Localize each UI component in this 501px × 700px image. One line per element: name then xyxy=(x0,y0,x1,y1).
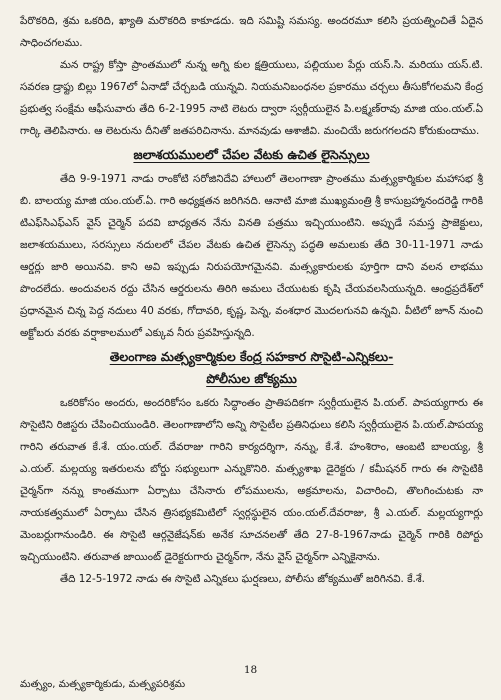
section-heading-society-elections xyxy=(20,346,483,368)
paragraph-elections: తేది 12-5-1972 నాడు ఈ సొసైటి ఎన్నికలు ఘర్షణలు, పోలీసు జోక్యముతో జరిగినవి. కే.శే. xyxy=(60,573,425,585)
paragraph-society: ఒకరికోసం అందరు, అందరికోసం ఒకరు సిద్ధాంతం ప్రాతిపదికగా స్వర్గీయులైన పి.యల్. పాపయ్యగారు ఈ సొసైటిని రిజిస్టరు చేపించియుండిరి. తెలంగాణాలోని అన్ని సొసైటీల ప్రతినిధులు కలిసి స్వర్గీయులైన పి.యల్.పాపయ్య గారిని తరువాత కే.శే. యం.యల్. దేవరాజు గారిని కార్యదర్శిగా, నన్ను, కే.శే. హంశిరాం, ఆంబటి బాలయ్య, శ్రీ ఎ.యల్. మల్లయ్య ఇతరులను బోర్డు సభ్యులుగా ఎన్నుకొనిరి. మత్స్యశాఖ డైరెక్టరు / కమీషనర్ గారు ఈ సొసైటికి చైర్మన్‌గా నన్ను కాంతముగా ఏర్పాటు చేసినారు లోపములను, అక్రమాలను, విచారించి, తొలగించుటకు నా నాయకత్వములో ఏర్పాటు చేసిన త్రిసభ్యకమిటిలో స్వర్గస్థులైన యం.యల్.దేవరాజు, శ్రీ ఎ.యల్. మల్లయ్యగార్లు మెంబర్లుగానుండిరి. ఈ సొసైటి ఆర్గనైజేషన్‌కు అనేక సూచనలతో తేది 27-8-1967నాడు చైర్మెన్ గారికి రిపోర్టు ఇచ్చియుంటిని. తరువాత జాయింట్ డైరెక్టరుగారు చైర్మన్‌గా, నేను వైస్ చైర్మన్‌గా ఎన్నికైనాను. xyxy=(20,397,483,563)
heading-line-2: పోలీసుల జోక్యము xyxy=(206,371,297,386)
page-number: 18 xyxy=(243,664,258,676)
page-footer: మత్స్యం, మత్స్యకార్మికుడు, మత్స్యపరిశ్రమ xyxy=(20,679,186,690)
section-heading-police xyxy=(20,368,483,390)
section-heading-fishing-licenses: జలాశయములలో చేపల వేటకు ఉచిత లైసెన్సులు xyxy=(133,147,370,162)
heading-line-1: తెలంగాణ మత్స్యకార్మికుల కేంద్ర సహకార సొసైటి-ఎన్నికలు- xyxy=(109,349,394,364)
paragraph-licenses: తేది 9-9-1971 నాడు రాంకోటి సరోజినిదేవి హాలులో తెలంగాణా ప్రాంతము మత్స్యకార్మికుల మహాసభ శ్రీ బి. బాలయ్య మాజి యం.యల్.ఏ. గారి అధ్యక్షతన జరిగినది. ఆనాటి మాజి ముఖ్యమంత్రి శ్రీ కాసుబ్రహ్మానందరెడ్డి గారికి టిఎఫ్‌సిఎఫ్‌ఎస్ వైస్ చైర్మెన్ పదవి బాధ్యతన నేను వినతి పత్రము ఇచ్చియుంటిని. అప్పుడే సమస్త ప్రాజెక్టులు, జలాశయములు, సరస్సులు నదులలో చేపల వేటకు ఉచిత లైసెన్సు పద్ధతి అమలుకు తేది 30-11-1971 నాడు ఆర్డర్లు జారి అయినవి. కాని అవి ఇప్పుడు నిరుపయోగమైనవి. మత్స్యకారులకు పూర్తిగా దాని వలన లాభము పొందలేదు. అందువలన రద్దు చేసిన ఆర్డరులను తిరిగి అమలు చేయుటకు కృషి చేయవలసియున్నది. ఆంధ్రప్రదేశ్‌లో ప్రధానమైన చిన్న పెద్ద నదులు 40 వరకు, గోదావరి, కృష్ణ, పెన్న, వంశధార మొదలగునవి ఉన్నవి. వీటిలో జూన్ నుంచి అక్టోబరు వరకు వర్షాకాలములో ఎక్కువ నీరు ప్రవహిస్తున్నది. xyxy=(20,173,483,339)
paragraph-castes: మన రాష్ట్ర కోస్తా ప్రాంతములో నున్న అగ్ని కుల క్షత్రియులు, పల్లియుల పేర్లు యస్.సి. మరియు యస్.టి. సవరణ డ్రాఫ్టు బిల్లు 1967లో ఏనాడో చేర్చబడి యున్నవి. నియమనిబంధనల ప్రకారము చర్చలు తీసుకోగలమని కేంద్ర ప్రభుత్వ సంక్షేమ ఆఫీసువారు తేది 6-2-1995 నాటి లెటరు ద్వారా స్వర్గీయులైన పి.లక్ష్మణ్‌రావు మాజి యం.యల్.ఏ గార్కి తెలిపినారు. ఆ లెటరును దీనితో జతపరిచినాను. మానవుడు ఆశాజీవి. మంచియే జరుగగలదని కోరుకుందాము. xyxy=(20,59,483,137)
intro-paragraph: పేరొకరిది, శ్రమ ఒకరిది, ఖ్యాతి మరొకరిది కాకూడదు. ఇది సమిష్టి సమస్య. అందరమూ కలిసి ప్రయత్నించితే ఏదైన సాధించగలము. xyxy=(20,15,483,49)
